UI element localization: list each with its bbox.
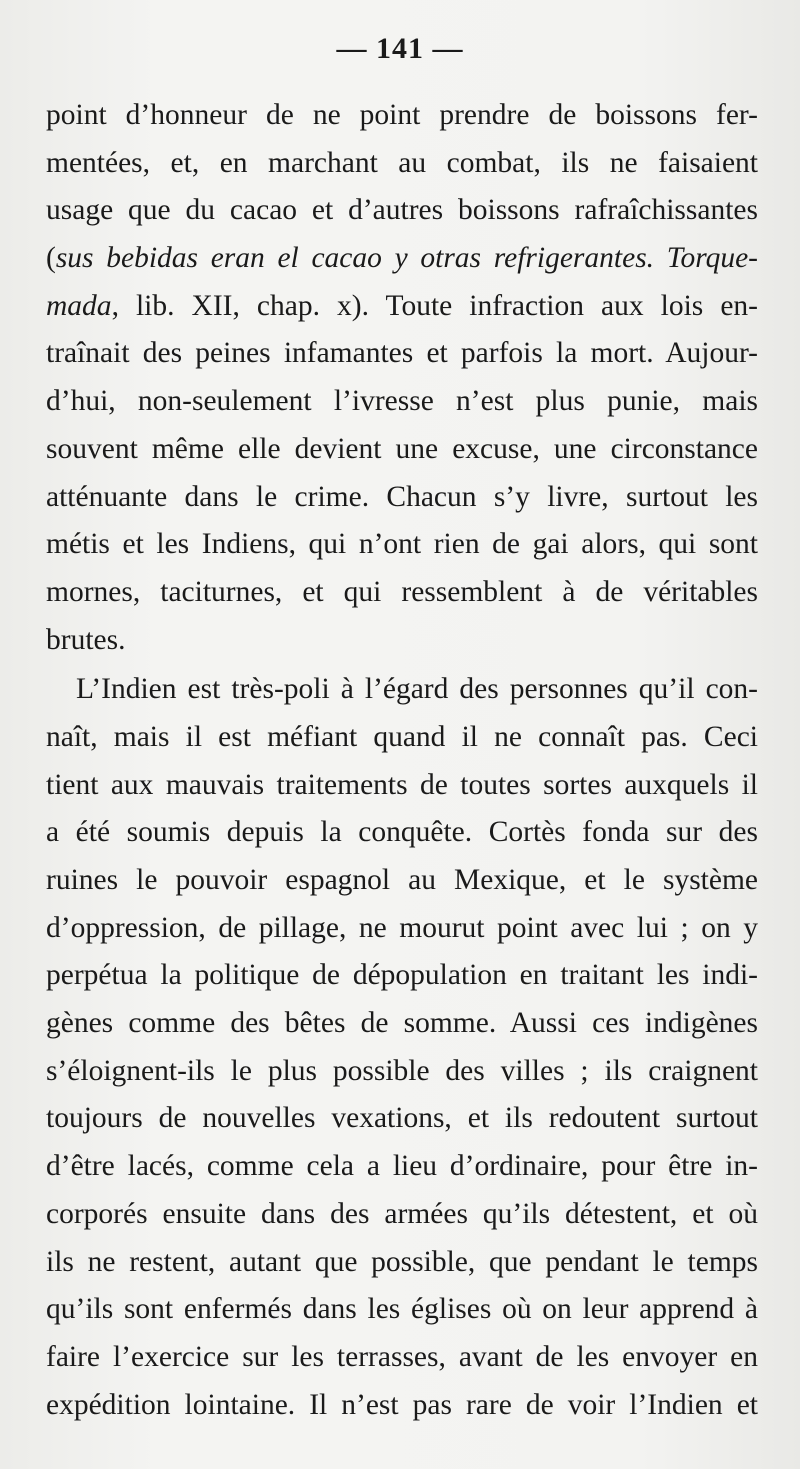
text-line: mornes, taciturnes, et qui ressemblent à de véritables <box>46 575 758 608</box>
text-line: gènes comme des bêtes de somme. Aussi ces indigènes <box>46 1007 758 1040</box>
text-line: L’Indien est très-poli à l’égard des personnes qu’il con- <box>76 673 758 706</box>
text-line: tient aux mauvais traitements de toutes sortes auxquels il <box>46 768 758 801</box>
body-text <box>46 92 758 1429</box>
text-line: brutes. <box>46 623 126 656</box>
text-line: métis et les Indiens, qui n’ont rien de gai alors, qui sont <box>46 528 758 561</box>
paragraph-1 <box>46 92 758 664</box>
text-line: mentées, et, en marchant au combat, ils ne faisaient <box>46 146 758 179</box>
text-line: usage que du cacao et d’autres boissons rafraîchissantes <box>46 194 758 227</box>
text-line: qu’ils sont enfermés dans les églises où on leur apprend à <box>46 1293 758 1326</box>
text-line: perpétua la politique de dépopulation en traitant les indi- <box>46 959 758 992</box>
text-line: (sus bebidas eran el cacao y otras refrigerantes. Torque- <box>46 242 758 275</box>
text-line: s’éloignent-ils le plus possible des villes ; ils craignent <box>46 1054 758 1087</box>
text-line: ruines le pouvoir espagnol au Mexique, et le système <box>46 864 758 896</box>
text-line: naît, mais il est méfiant quand il ne connaît pas. Ceci <box>46 720 758 753</box>
text-line: faire l’exercice sur les terrasses, avant de les envoyer en <box>46 1340 758 1373</box>
text-line: atténuante dans le crime. Chacun s’y livre, surtout les <box>46 480 758 513</box>
text-line: d’hui, non-seulement l’ivresse n’est plus punie, mais <box>46 385 758 418</box>
text-line: point d’honneur de ne point prendre de boissons fer- <box>46 99 758 131</box>
text-line: toujours de nouvelles vexations, et ils redoutent surtout <box>46 1102 758 1135</box>
text-line: a été soumis depuis la conquête. Cortès fonda sur des <box>46 816 758 849</box>
page-number: — 141 — <box>336 32 464 65</box>
text-line: traînait des peines infamantes et parfois la mort. Aujour- <box>46 337 758 370</box>
text-line: mada, lib. XII, chap. x). Toute infraction aux lois en- <box>46 289 758 322</box>
text-line: souvent même elle devient une excuse, une circonstance <box>46 432 758 465</box>
paragraph-2 <box>46 666 758 1429</box>
text-line: expédition lointaine. Il n’est pas rare de voir l’Indien et <box>46 1388 758 1421</box>
text-line: d’être lacés, comme cela a lieu d’ordinaire, pour être in- <box>46 1150 758 1183</box>
text-line: corporés ensuite dans des armées qu’ils détestent, et où <box>46 1197 758 1230</box>
text-line: ils ne restent, autant que possible, que pendant le temps <box>46 1245 758 1278</box>
text-line: d’oppression, de pillage, ne mourut point avec lui ; on y <box>46 911 758 944</box>
